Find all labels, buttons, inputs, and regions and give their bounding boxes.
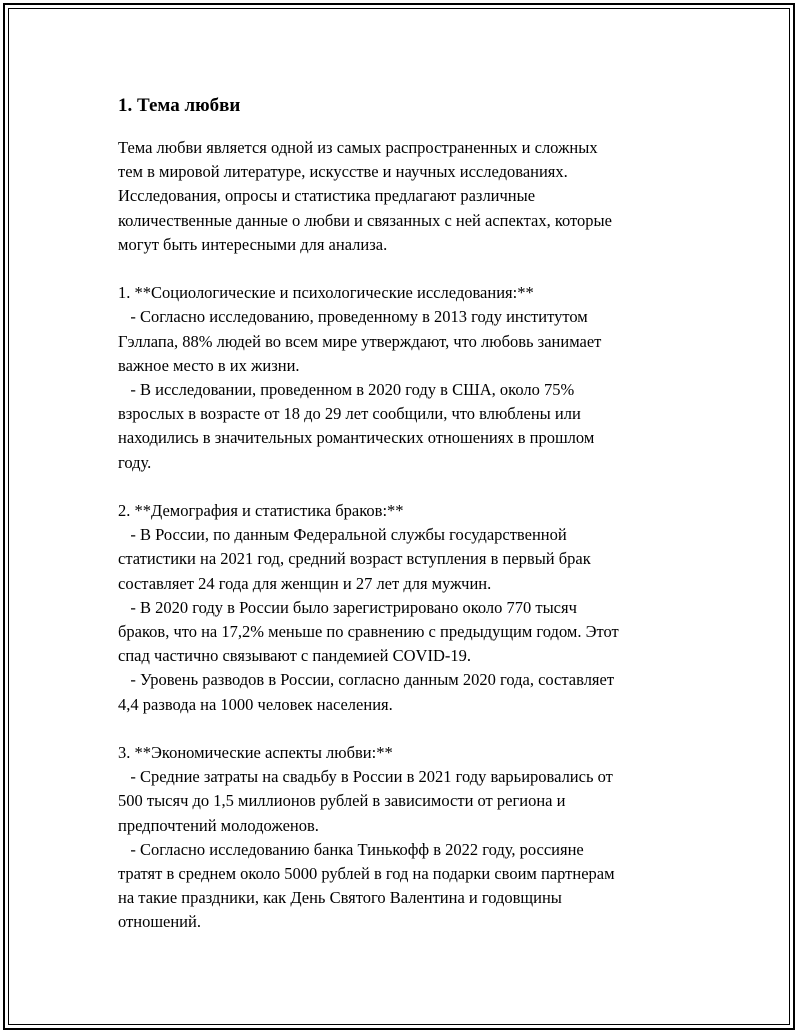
text-line: - Уровень разводов в России, согласно данным 2020 года, составляет [118,670,615,690]
text-line: количественные данные о любви и связанных с ней аспектах, которые [118,210,612,230]
section-sociology [118,281,698,475]
text-line: году. [118,452,152,472]
intro-paragraph [118,136,698,257]
text-line: могут быть интересными для анализа. [118,234,388,254]
text-line: находились в значительных романтических отношениях в прошлом [118,428,595,448]
text-line: тратят в среднем около 5000 рублей в год на подарки своим партнерам [118,864,615,884]
text-line: важное место в их жизни. [118,355,300,375]
text-line: спад частично связывают с пандемией COVID-19. [118,646,471,666]
text-line: - В 2020 году в России было зарегистрировано около 770 тысяч [118,597,577,617]
section-heading: 1. Тема любви [118,95,241,116]
text-line: - В исследовании, проведенном в 2020 году в США, около 75% [118,380,575,400]
text-line: статистики на 2021 год, средний возраст вступления в первый брак [118,549,591,569]
list-title: 1. **Социологические и психологические исследования:** [118,283,534,303]
text-line: - Средние затраты на свадьбу в России в 2021 году варьировались от [118,767,613,787]
text-line: Тема любви является одной из самых распространенных и сложных [118,138,598,157]
text-line: - Согласно исследованию банка Тинькофф в 2022 году, россияне [118,839,584,859]
section-economics [118,741,698,935]
text-line: взрослых в возрасте от 18 до 29 лет сообщили, что влюблены или [118,404,581,424]
text-line: 500 тысяч до 1,5 миллионов рублей в зависимости от региона и [118,791,566,811]
text-line: составляет 24 года для женщин и 27 лет для мужчин. [118,573,492,593]
text-line: браков, что на 17,2% меньше по сравнению с предыдущим годом. Этот [118,622,619,642]
text-line: тем в мировой литературе, искусстве и научных исследованиях. [118,162,568,182]
text-line: на такие праздники, как День Святого Валентина и годовщины [118,888,562,908]
text-line: 4,4 развода на 1000 человек населения. [118,694,393,714]
text-line: - Согласно исследованию, проведенному в 2013 году институтом [118,307,588,327]
text-line: Исследования, опросы и статистика предлагают различные [118,186,536,206]
text-line: предпочтений молодоженов. [118,815,319,835]
text-line: отношений. [118,912,201,932]
list-title: 2. **Демография и статистика браков:** [118,501,404,521]
section-demography [118,499,698,717]
document-body [118,94,698,959]
text-line: Гэллапа, 88% людей во всем мире утверждают, что любовь занимает [118,331,602,351]
list-title: 3. **Экономические аспекты любви:** [118,743,393,763]
text-line: - В России, по данным Федеральной службы государственной [118,525,567,545]
